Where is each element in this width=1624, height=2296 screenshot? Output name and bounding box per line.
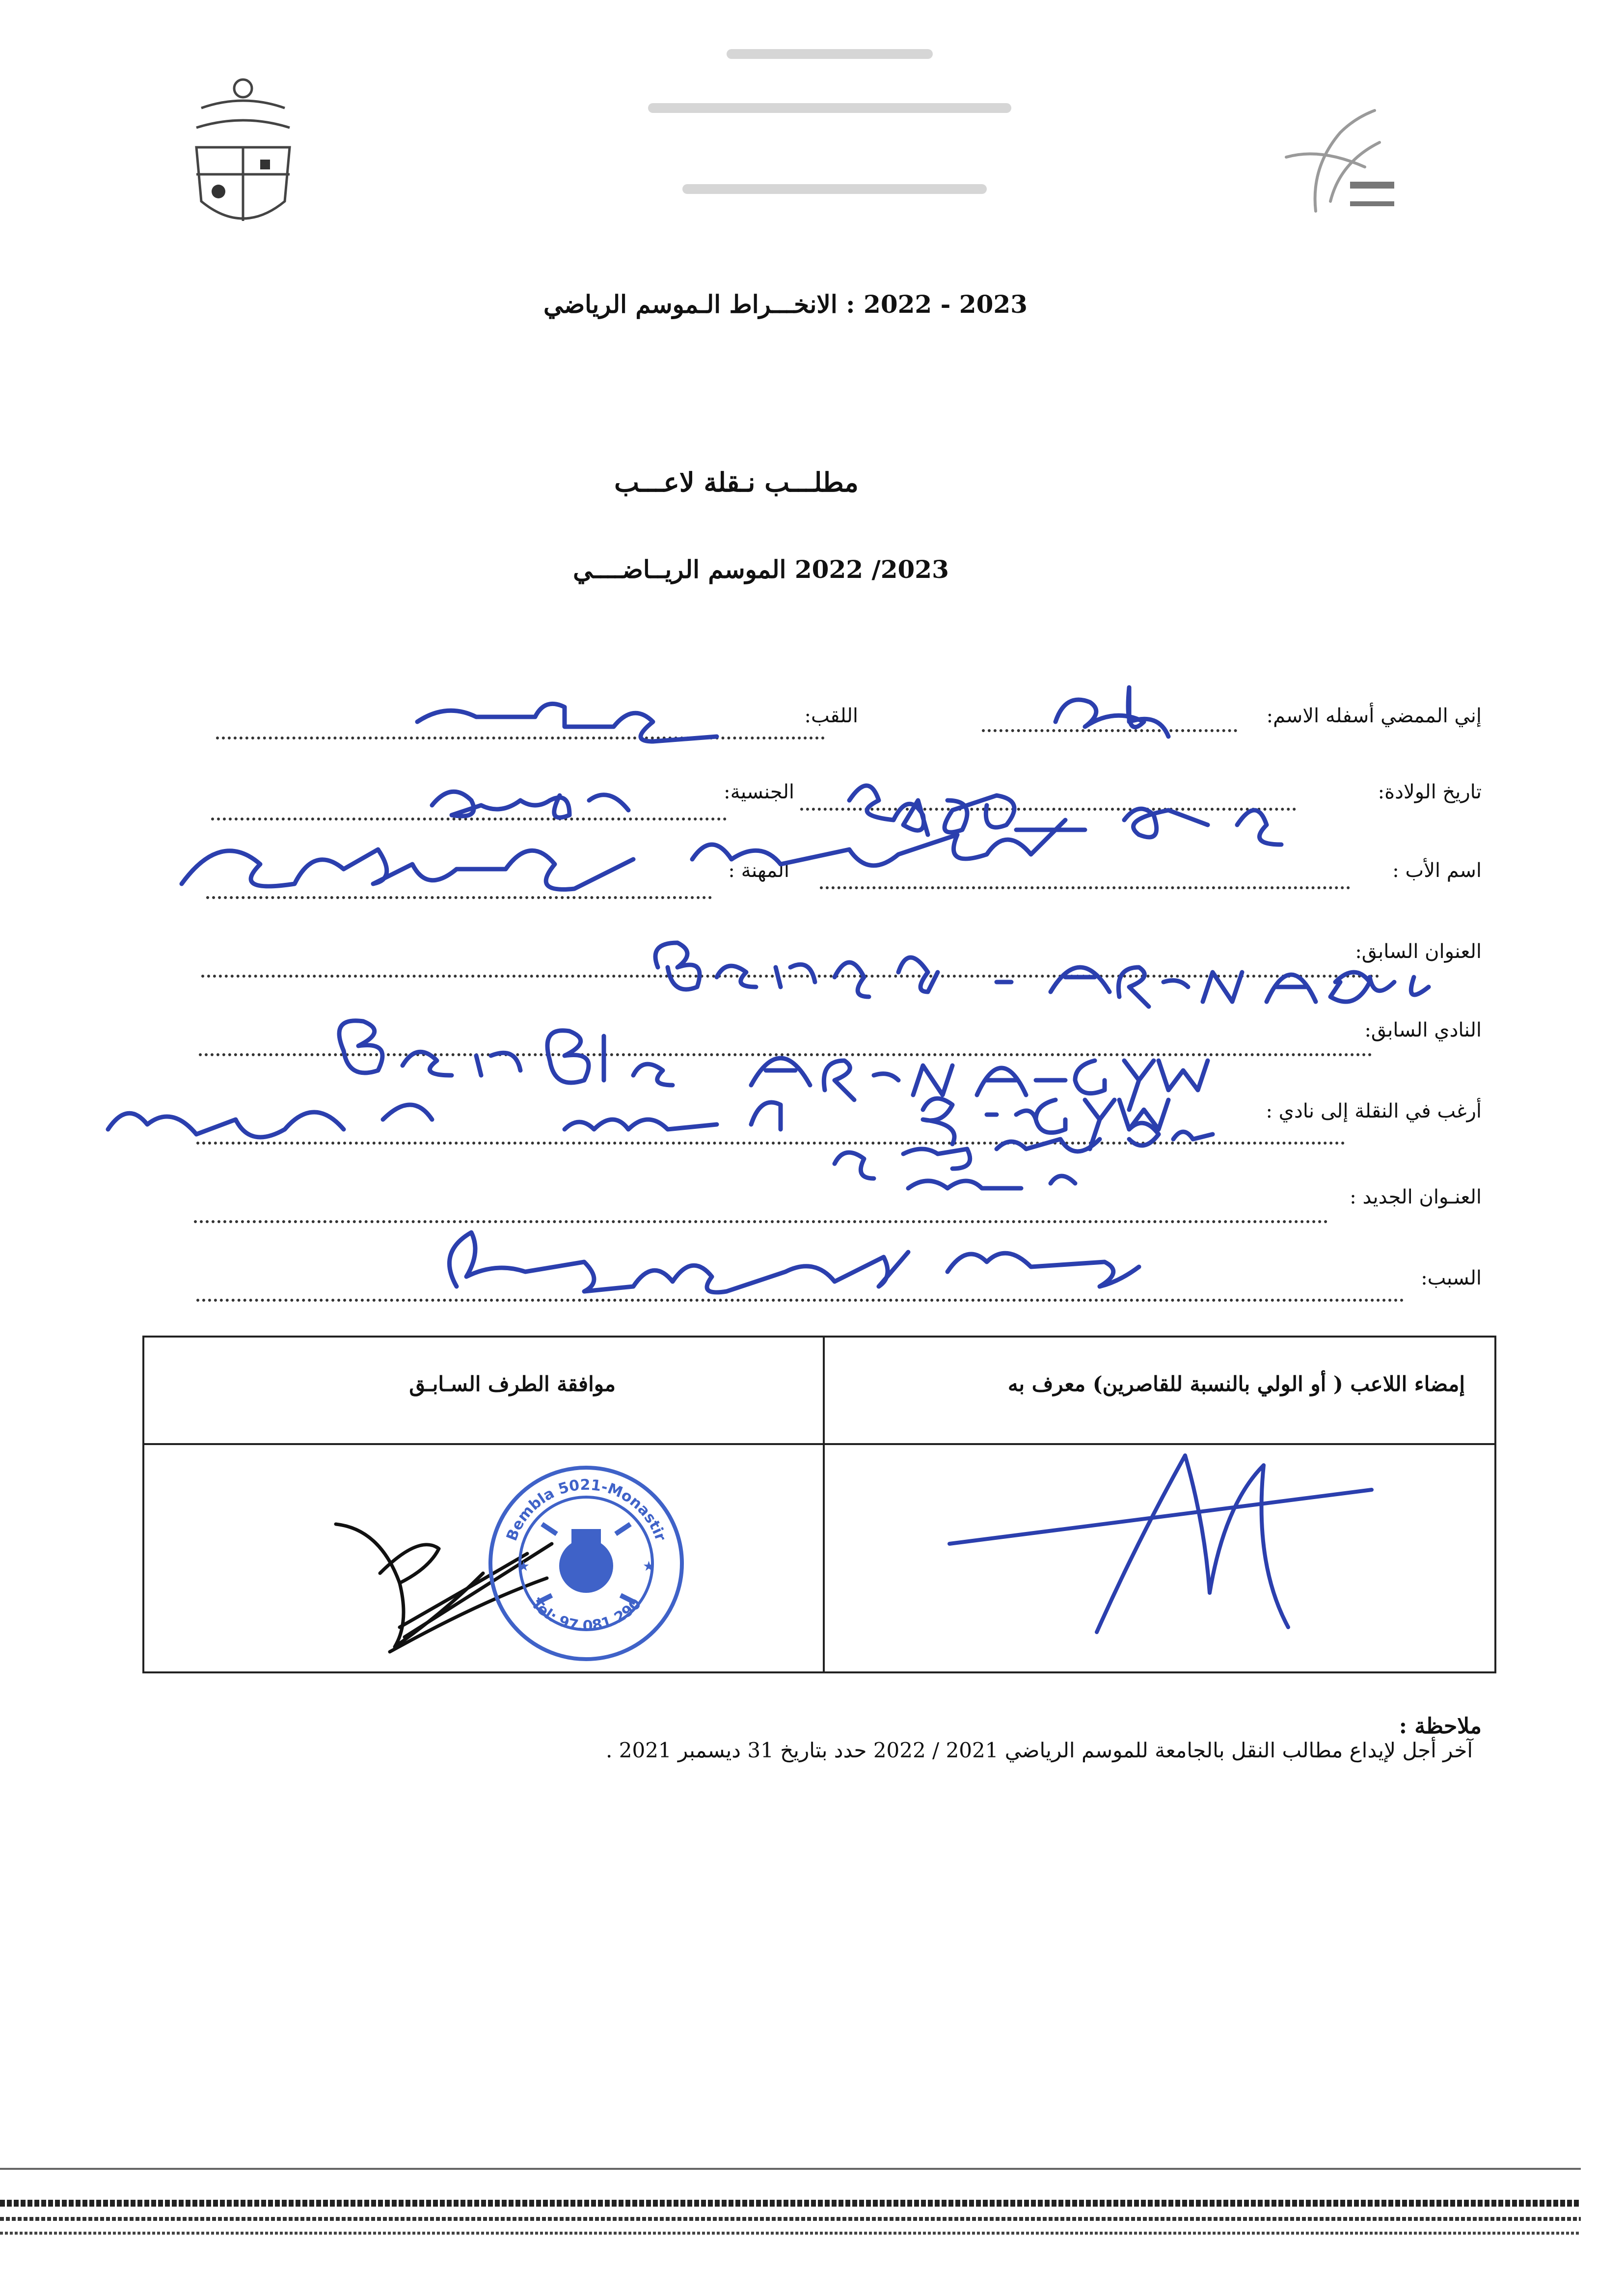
profession-label: المهنة : [728, 859, 789, 882]
page-bottom-band [0, 2200, 1581, 2207]
player-signature-header: إمضاء اللاعب ( أو الولي بالنسبة للقاصرين) معرف به [1007, 1372, 1465, 1396]
previous-party-approval-header: موافقة الطرف السـابـق [409, 1372, 616, 1396]
note-label: ملاحظة : [1399, 1714, 1482, 1739]
svg-text:Tel: 97.081.290 [528, 1595, 645, 1635]
page-bottom-rule [0, 2168, 1581, 2170]
new-club-label: أرغب في النقلة إلى نادي : [1266, 1100, 1482, 1122]
svg-text:★: ★ [517, 1558, 530, 1574]
request-title: مطلـــب نـقلة لاعـــب [614, 466, 859, 498]
nationality-label: الجنسية: [724, 781, 794, 803]
svg-text:★: ★ [643, 1558, 655, 1574]
svg-text:Bembla 5021-Monastir [503, 1476, 669, 1543]
previous-club-label: النادي السابق: [1364, 1019, 1482, 1041]
previous-address-label: العنوان السابق: [1355, 940, 1482, 963]
name-label: إني الممضي أسفله الاسم: [1266, 705, 1482, 727]
birthdate-label: تاريخ الولادة: [1378, 781, 1482, 803]
stamp-bottom-text: Tel: 97.081.290 [527, 1595, 645, 1635]
father-name-label: اسم الأب : [1392, 859, 1482, 882]
page-bottom-band [0, 2232, 1581, 2235]
table-header-line [144, 1443, 1494, 1445]
page-bottom-band [0, 2217, 1581, 2221]
surname-label: اللقب: [804, 705, 858, 727]
stamp-top-text: Bembla 5021-Monastir [503, 1476, 670, 1544]
club-stamp [483, 1460, 689, 1667]
new-address-label: العنـوان الجديد : [1350, 1186, 1482, 1208]
player-signature-icon [930, 1446, 1470, 1671]
request-season: 2023/ 2022 الموسم الريــاضــــي [573, 555, 949, 584]
reason-label: السبب: [1421, 1267, 1482, 1289]
signature-table [142, 1336, 1496, 1673]
note-text: آخر أجل لإيداع مطالب النقل بالجامعة للموسم الرياضي 2021 / 2022 حدد بتاريخ 31 ديسمبر 2021 . [606, 1738, 1473, 1762]
table-divider [823, 1338, 825, 1671]
membership-season-line: 2023 - 2022 : الانخـــراط الـموسم الرياضي [543, 290, 1028, 319]
